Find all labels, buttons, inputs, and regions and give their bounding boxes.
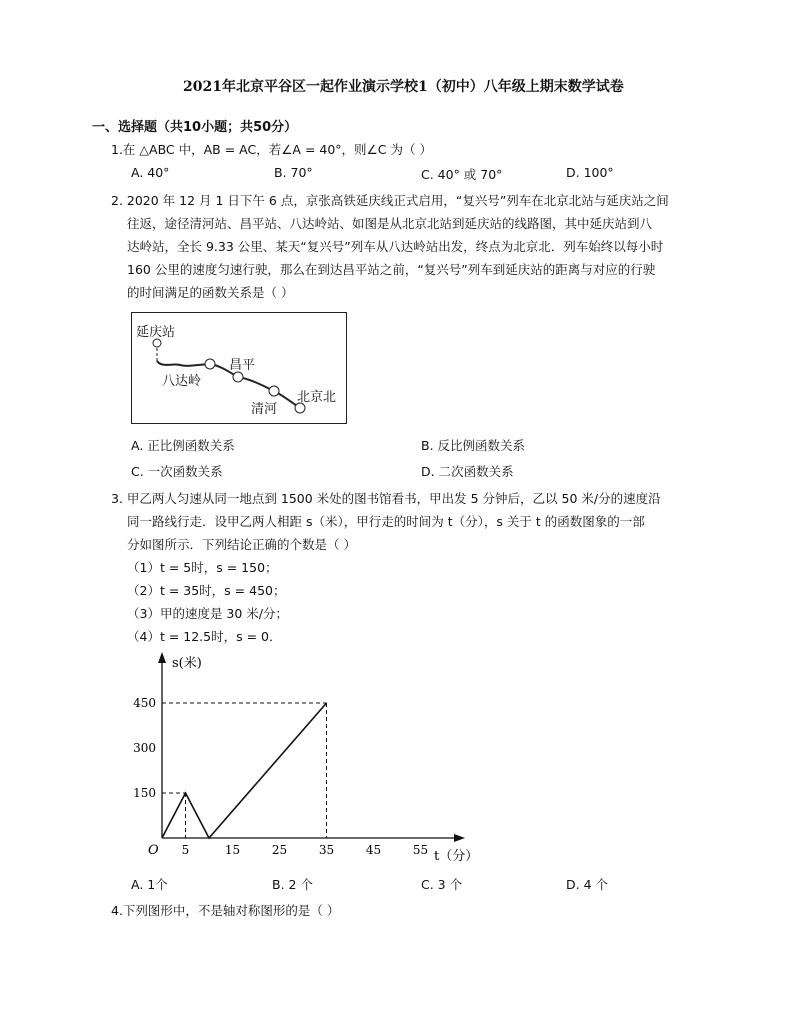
question-3-line-2: 同一路线行走．设甲乙两人相距 s（米），甲行走的时间为 t（分），s 关于 t 的函数图象的一部 [127,514,645,529]
section-heading: 一、选择题（共10小题；共50分） [92,120,298,135]
y-axis-arrow [158,652,166,663]
q2-option-a: A. 正比例函数关系 [131,438,235,453]
question-2-line-2: 往返，途径清河站、昌平站、八达岭站、如图是从北京北站到延庆站的线路图，其中延庆站到八 [127,216,653,231]
q3-statement-1: （1）t = 5时，s = 150； [127,560,278,575]
q2-option-d: D. 二次函数关系 [421,464,514,479]
x-tick-label: 25 [271,843,288,857]
q2-option-c: C. 一次函数关系 [131,464,223,479]
question-4-text: 4.下列图形中，不是轴对称图形的是（ ） [111,903,340,918]
x-tick-label: 15 [224,843,241,857]
station-label-qinghe: 清河 [251,402,278,417]
q3-option-d: D. 4 个 [566,877,608,892]
station-label-badaling: 八达岭 [162,374,202,389]
question-2-line-3: 达岭站，全长 9.33 公里、某天“复兴号”列车从八达岭站出发，终点为北京北．列车始终以每小时 [127,239,664,254]
question-2-line-5: 的时间满足的函数关系是（ ） [127,285,294,300]
station-changping-marker [233,372,243,382]
q1-option-d: D. 100° [566,165,614,180]
x-axis-label: t（分） [434,849,479,864]
q2-option-b: B. 反比例函数关系 [421,438,526,453]
q1-option-c: C. 40° 或 70° [421,167,503,182]
q3-option-b: B. 2 个 [272,877,313,892]
x-tick-label: 5 [181,843,190,857]
station-badaling-marker [205,359,215,369]
y-tick-label: 300 [133,741,156,755]
q1-option-b: B. 70° [274,165,313,180]
series-line [162,703,327,838]
x-tick-label: 35 [318,843,335,857]
rail-line-map [131,312,347,424]
x-axis-arrow [454,834,465,842]
station-label-yanqing: 延庆站 [136,325,176,340]
q3-statement-3: （3）甲的速度是 30 米/分； [127,606,289,621]
x-tick-label: 55 [412,843,429,857]
q1-option-a: A. 40° [131,165,170,180]
x-tick-label: 45 [365,843,382,857]
q3-option-a: A. 1个 [131,877,168,892]
y-tick-label: 450 [133,696,156,710]
question-3-line-3: 分如图所示．下列结论正确的个数是（ ） [127,537,356,552]
q3-statement-2: （2）t = 35时，s = 450； [127,583,286,598]
question-1-text: 1.在 △ABC 中，AB = AC，若∠A = 40°，则∠C 为（ ） [111,142,432,157]
page-title: 2021年北京平谷区一起作业演示学校1（初中）八年级上期末数学试卷 [183,79,624,95]
question-3-line-1: 3. 甲乙两人匀速从同一地点到 1500 米处的图书馆看书，甲出发 5 分钟后，乙以 50 米/分的速度沿 [111,491,661,506]
station-qinghe-marker [269,386,279,396]
station-label-beijingbei: 北京北 [297,390,337,405]
question-2-line-1: 2. 2020 年 12 月 1 日下午 6 点，京张高铁延庆线正式启用，“复兴号”列车在北京北站与延庆站之间 [111,193,669,208]
y-axis-label: s(米) [172,656,202,671]
station-label-changping: 昌平 [229,358,256,373]
origin-label: O [148,843,159,858]
station-yanqing-marker [153,339,161,347]
y-tick-label: 150 [133,786,156,800]
q3-statement-4: （4）t = 12.5时，s = 0． [127,629,282,644]
q3-option-c: C. 3 个 [421,877,463,892]
distance-time-chart [120,645,480,870]
question-2-line-4: 160 公里的速度匀速行驶，那么在到达昌平站之前，“复兴号”列车到延庆站的距离与对应的行驶 [127,262,656,277]
